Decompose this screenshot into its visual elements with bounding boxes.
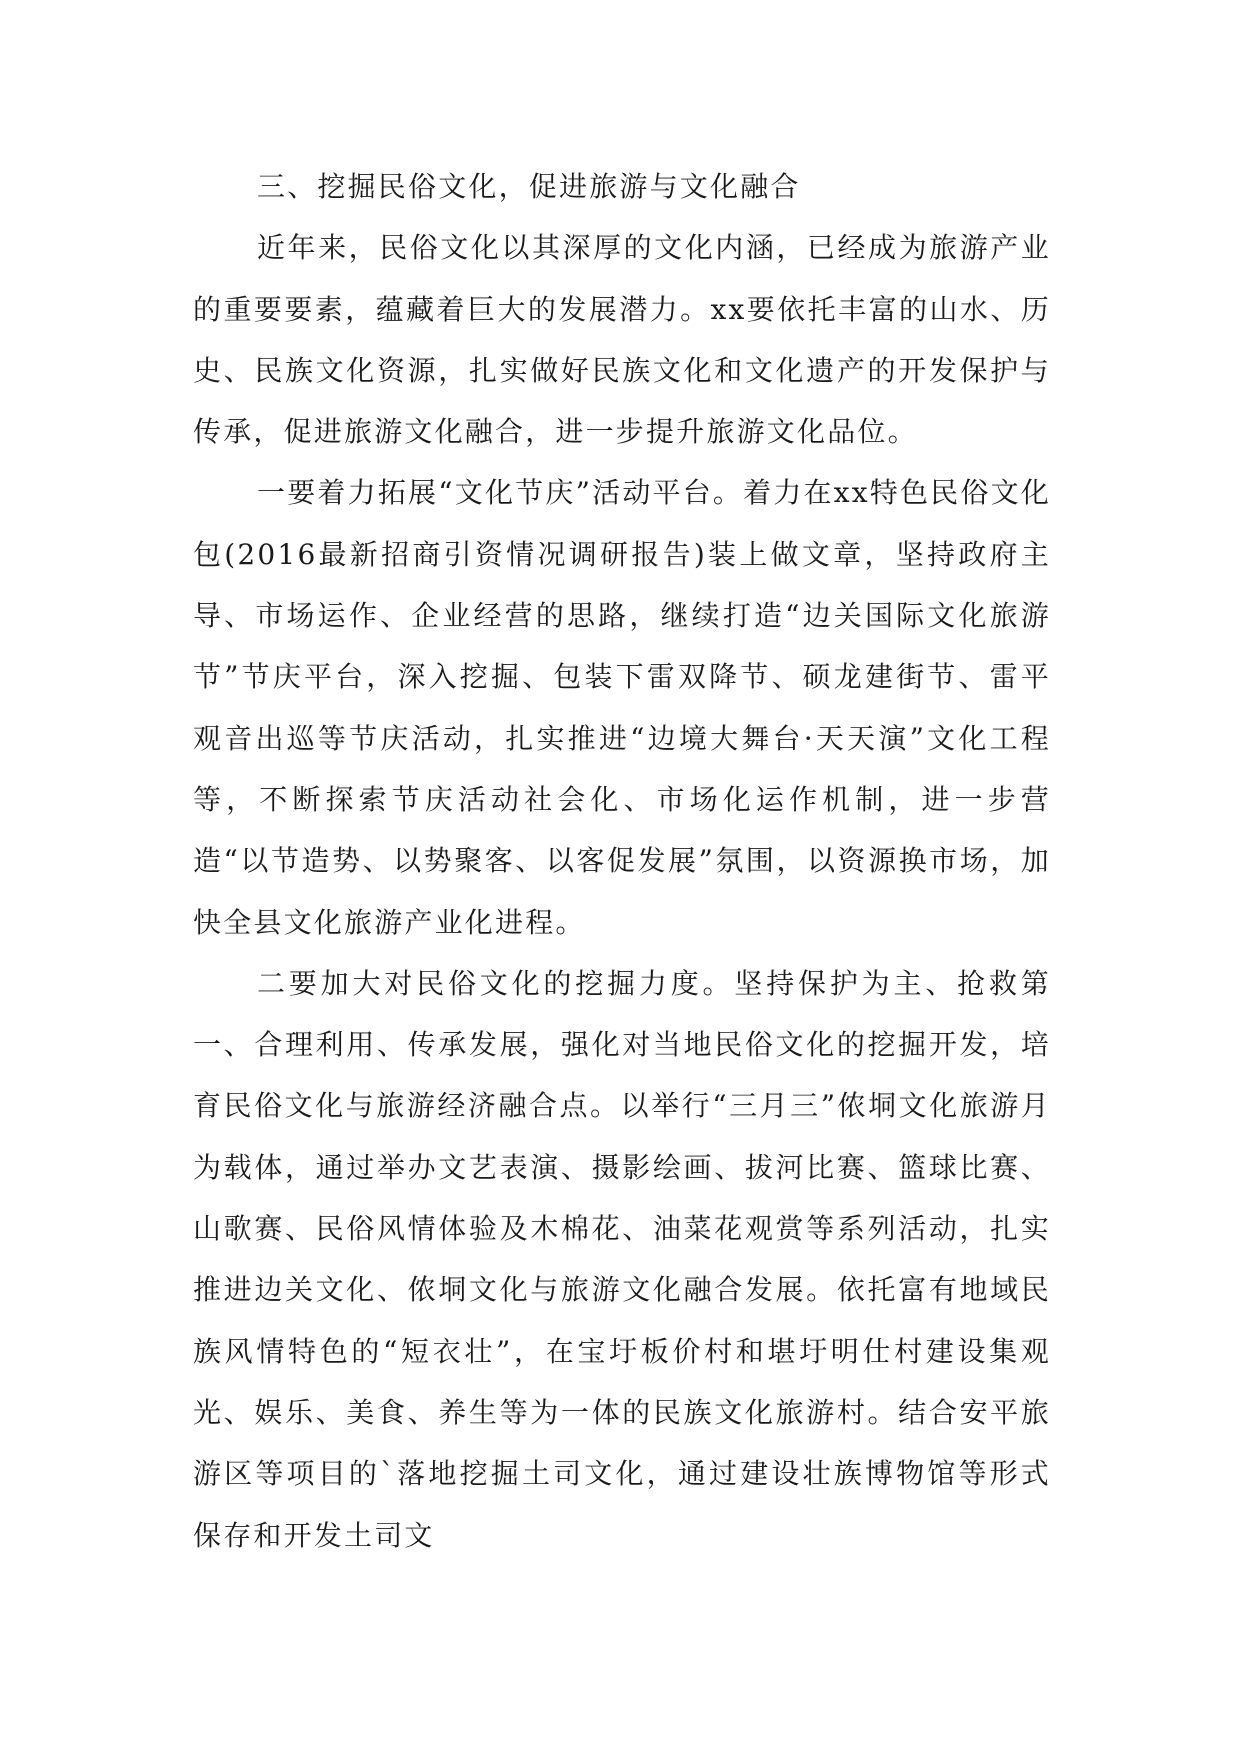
- section-heading: 三、挖掘民俗文化，促进旅游与文化融合: [257, 170, 801, 203]
- document-body: [193, 156, 1051, 1566]
- paragraph-intro: 近年来，民俗文化以其深厚的文化内涵，已经成为旅游产业的重要要素，蕴藏着巨大的发展潜力。xx要依托丰富的山水、历史、民族文化资源，扎实做好民族文化和文化遗产的开发保护与传承，促进旅游文化融合，进一步提升旅游文化品位。: [193, 231, 1051, 449]
- paragraph-folk-culture: 二要加大对民俗文化的挖掘力度。坚持保护为主、抢救第一、合理利用、传承发展，强化对当地民俗文化的挖掘开发，培育民俗文化与旅游经济融合点。以举行“三月三”侬垌文化旅游月为载体，通过举办文艺表演、摄影绘画、拔河比赛、篮球比赛、山歌赛、民俗风情体验及木棉花、油菜花观赏等系列活动，扎实推进边关文化、侬垌文化与旅游文化融合发展。依托富有地域民族风情特色的“短衣壮”，在宝圩板价村和堪圩明仕村建设集观光、娱乐、美食、养生等为一体的民族文化旅游村。结合安平旅游区等项目的`落地挖掘土司文化，通过建设壮族博物馆等形式保存和开发土司文: [193, 966, 1051, 1552]
- paragraph-festival-platform: 一要着力拓展“文化节庆”活动平台。着力在xx特色民俗文化包(2016最新招商引资情况调研报告)装上做文章，坚持政府主导、市场运作、企业经营的思路，继续打造“边关国际文化旅游节”节庆平台，深入挖掘、包装下雷双降节、硕龙建街节、雷平观音出巡等节庆活动，扎实推进“边境大舞台·天天演”文化工程等，不断探索节庆活动社会化、市场化运作机制，进一步营造“以节造势、以势聚客、以客促发展”氛围，以资源换市场，加快全县文化旅游产业化进程。: [193, 476, 1051, 939]
